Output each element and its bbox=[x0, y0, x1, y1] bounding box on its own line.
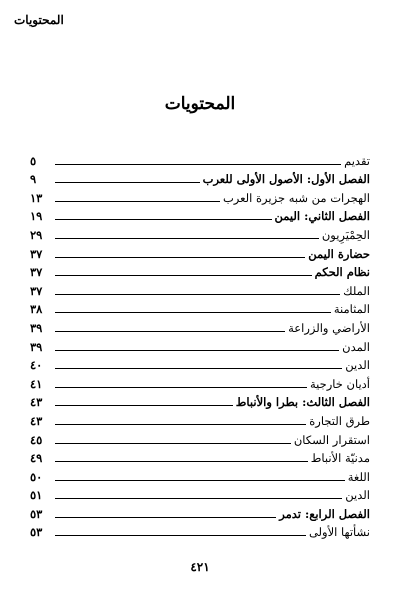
toc-entry-page-number: ٩ bbox=[30, 172, 37, 187]
toc-entry bbox=[30, 243, 370, 262]
leader-line bbox=[55, 517, 276, 518]
toc-entry-page-number: ٣٧ bbox=[30, 265, 43, 280]
leader-line bbox=[55, 480, 345, 481]
leader-line bbox=[55, 257, 305, 258]
toc-entry-page-number: ٣٩ bbox=[30, 339, 43, 354]
toc-entry-page-number: ٣٧ bbox=[30, 283, 43, 298]
toc-entry bbox=[30, 299, 370, 318]
table-of-contents bbox=[30, 150, 370, 540]
page-title: المحتويات bbox=[164, 94, 236, 114]
leader-line bbox=[55, 461, 308, 462]
toc-entry bbox=[30, 206, 370, 225]
leader-line bbox=[55, 443, 291, 444]
toc-entry bbox=[30, 373, 370, 392]
leader-line bbox=[55, 405, 233, 406]
toc-entry-title: استقرار السكان bbox=[293, 432, 370, 447]
toc-entry-page-number: ١٣ bbox=[30, 190, 43, 205]
toc-entry-page-number: ٣٩ bbox=[30, 320, 43, 335]
toc-entry-page-number: ٢٩ bbox=[30, 227, 43, 242]
toc-entry-title: اللغة bbox=[347, 469, 370, 484]
toc-entry bbox=[30, 410, 370, 429]
toc-entry-page-number: ٥٣ bbox=[30, 506, 43, 521]
toc-entry-page-number: ٤٥ bbox=[30, 432, 43, 447]
toc-entry bbox=[30, 317, 370, 336]
toc-entry-title: الدين bbox=[345, 488, 370, 503]
leader-line bbox=[55, 238, 319, 239]
toc-entry bbox=[30, 485, 370, 504]
toc-entry-page-number: ٤٣ bbox=[30, 395, 43, 410]
leader-line bbox=[55, 182, 200, 183]
leader-line bbox=[55, 331, 285, 332]
toc-entry-title: الفصل الثاني: اليمن bbox=[274, 209, 370, 224]
toc-entry-page-number: ٥٠ bbox=[30, 469, 43, 484]
toc-entry-page-number: ٣٨ bbox=[30, 302, 43, 317]
toc-entry-title: تقديم bbox=[344, 153, 370, 168]
toc-entry-page-number: ٥٣ bbox=[30, 525, 43, 540]
leader-line bbox=[55, 164, 341, 165]
toc-entry-title: المدن bbox=[342, 339, 370, 354]
toc-entry bbox=[30, 466, 370, 485]
leader-line bbox=[55, 219, 272, 220]
toc-entry-title: نشأتها الأولى bbox=[308, 525, 370, 540]
toc-entry bbox=[30, 150, 370, 169]
toc-entry bbox=[30, 392, 370, 411]
leader-line bbox=[55, 201, 220, 202]
toc-entry bbox=[30, 336, 370, 355]
toc-entry-title: حضارة اليمن bbox=[308, 246, 370, 261]
leader-line bbox=[55, 294, 340, 295]
toc-entry-page-number: ٤٩ bbox=[30, 451, 43, 466]
toc-entry bbox=[30, 522, 370, 541]
toc-entry-title: طرق التجارة bbox=[309, 413, 370, 428]
leader-line bbox=[55, 387, 307, 388]
toc-entry-page-number: ٥١ bbox=[30, 488, 43, 503]
toc-entry-title: الملك bbox=[343, 283, 370, 298]
toc-entry-title: الفصل الرابع: تدمر bbox=[279, 506, 370, 521]
toc-entry-page-number: ٤١ bbox=[30, 376, 43, 391]
page-number: ٤٢١ bbox=[190, 560, 210, 574]
leader-line bbox=[55, 535, 306, 536]
leader-line bbox=[55, 368, 342, 369]
leader-line bbox=[55, 275, 312, 276]
toc-entry-page-number: ١٩ bbox=[30, 209, 43, 224]
toc-entry-title: الأراضي والزراعة bbox=[288, 320, 370, 335]
toc-entry-title: الحِمْيَرِيون bbox=[321, 227, 370, 242]
toc-entry-title: نظام الحكم bbox=[314, 265, 370, 280]
toc-entry-page-number: ٤٠ bbox=[30, 358, 43, 373]
toc-entry-title: الهجرات من شبه جزيرة العرب bbox=[222, 190, 370, 205]
toc-entry-title: المثامنة bbox=[333, 302, 370, 317]
leader-line bbox=[55, 312, 331, 313]
toc-entry bbox=[30, 187, 370, 206]
toc-entry-title: الفصل الأول: الأصول الأولى للعرب bbox=[202, 172, 370, 187]
toc-entry-title: مدنيّة الأنباط bbox=[310, 451, 370, 466]
toc-entry bbox=[30, 429, 370, 448]
toc-entry bbox=[30, 169, 370, 188]
toc-entry bbox=[30, 503, 370, 522]
toc-entry bbox=[30, 280, 370, 299]
toc-entry-page-number: ٤٣ bbox=[30, 413, 43, 428]
toc-entry bbox=[30, 355, 370, 374]
toc-entry bbox=[30, 224, 370, 243]
toc-entry-title: الدين bbox=[345, 358, 370, 373]
toc-entry bbox=[30, 262, 370, 281]
toc-entry bbox=[30, 448, 370, 467]
leader-line bbox=[55, 350, 339, 351]
leader-line bbox=[55, 424, 306, 425]
toc-entry-title: الفصل الثالث: بطرا والأنباط bbox=[235, 395, 370, 410]
running-head: المحتويات bbox=[14, 13, 64, 27]
toc-entry-page-number: ٥ bbox=[30, 153, 37, 168]
leader-line bbox=[55, 498, 342, 499]
toc-entry-page-number: ٣٧ bbox=[30, 246, 43, 261]
toc-entry-title: أديان خارجية bbox=[309, 376, 370, 391]
